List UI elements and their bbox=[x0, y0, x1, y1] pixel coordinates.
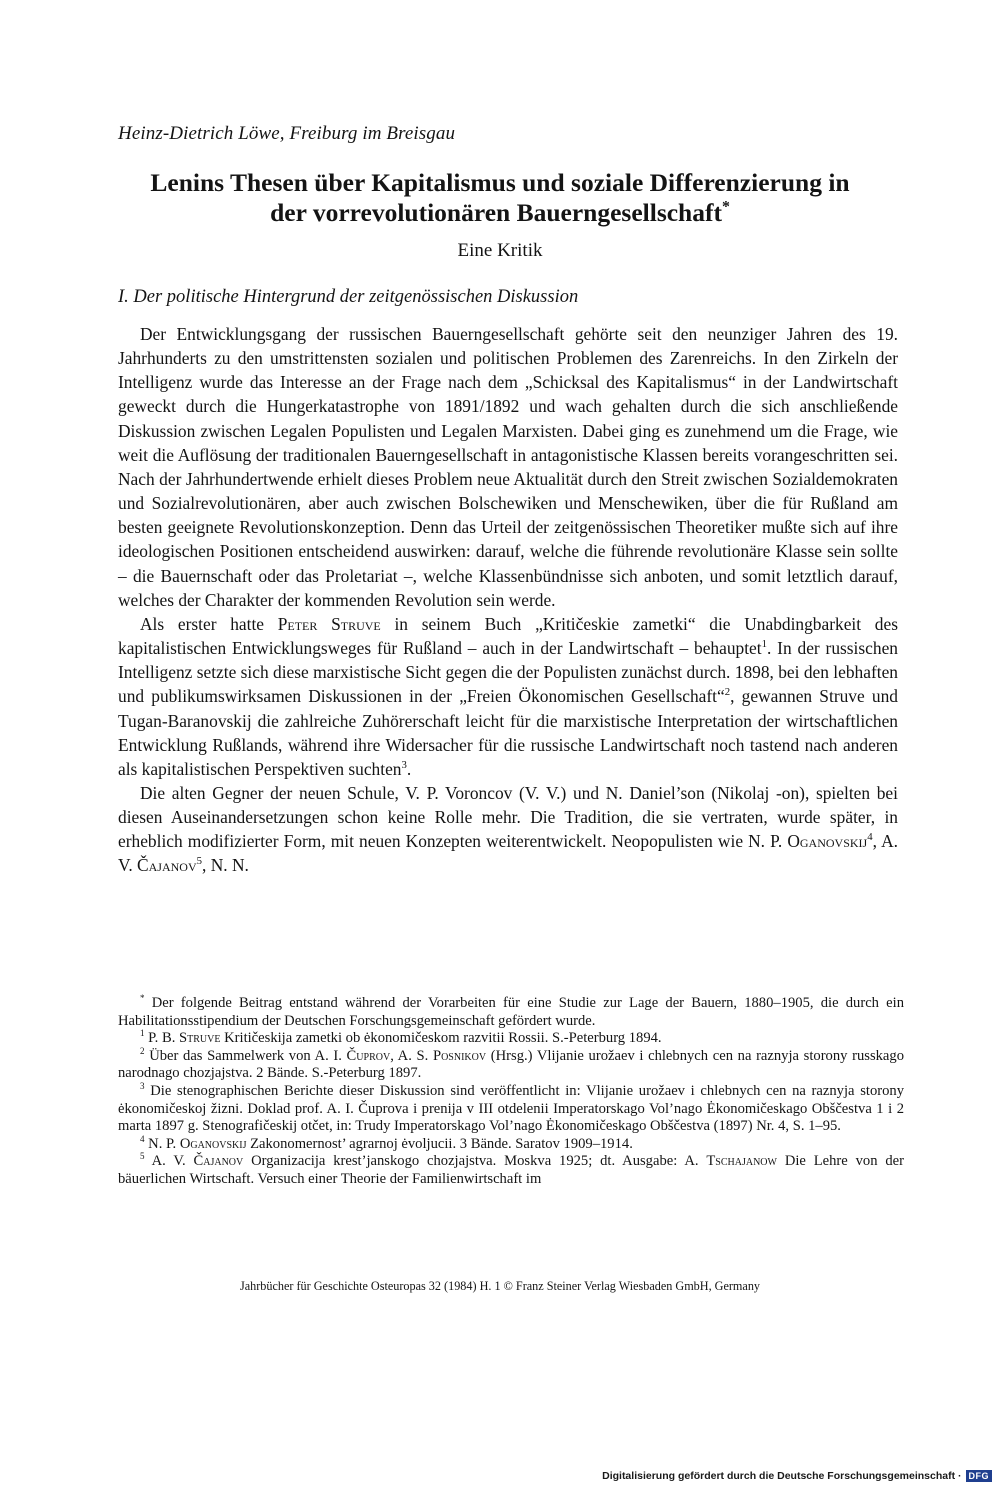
footnote-ref-1: 1 bbox=[761, 638, 767, 651]
footnote-author-name: Oganovskij bbox=[179, 1135, 247, 1152]
footnote-author-name: Posnikov bbox=[432, 1047, 487, 1064]
footnote-mark: 5 bbox=[140, 1151, 145, 1162]
footnote-ref-3: 3 bbox=[401, 759, 407, 772]
article-title bbox=[100, 168, 900, 228]
author-line: Heinz-Dietrich Löwe, Freiburg im Breisgau bbox=[118, 123, 456, 144]
footnote-text: Organizacija krest’janskogo chozjajstva. Moskva 1925; dt. Ausgabe: A. bbox=[243, 1153, 707, 1170]
article-subtitle: Eine Kritik bbox=[457, 240, 543, 261]
footnote-mark: 3 bbox=[140, 1081, 145, 1092]
footnote-ref-4: 4 bbox=[867, 831, 873, 844]
footnotes bbox=[118, 995, 904, 1189]
digitization-note: Digitalisierung gefördert durch die Deutsche Forschungsgemeinschaft · bbox=[602, 1470, 962, 1482]
paragraph-3-text: Die alten Gegner der neuen Schule, V. P. Voroncov (V. V.) und N. Daniel’son (Nikolaj -on), spielten bei diesen Auseinandersetzungen schon keine Rolle mehr. Die Tradition, die sie vertraten, wurde später, in erheblich modifizierter Form, mit neuen Konzepten weiterentwickelt. Neopopulisten wie N. P. bbox=[118, 782, 898, 852]
author-name-cajanov: Čajanov bbox=[137, 855, 197, 876]
paragraph-3-text: , N. N. bbox=[202, 855, 249, 876]
paragraph-3-text: , A. V. bbox=[118, 831, 898, 876]
footnote-mark: * bbox=[140, 993, 145, 1004]
footnote-3 bbox=[118, 1083, 904, 1136]
footnote-text: Kritičeskija zametki ob ėkonomičeskom razvitii Rossii. S.-Peterburg 1894. bbox=[220, 1030, 662, 1047]
author-name-struve: Peter Struve bbox=[277, 613, 381, 634]
paragraph-2-text: Als erster hatte bbox=[140, 613, 278, 634]
footnote-5 bbox=[118, 1153, 904, 1188]
paragraph-1: Der Entwicklungsgang der russischen Bauerngesellschaft gehörte seit den neunziger Jahren des 19. Jahrhunderts zu den umstrittensten sozialen und politischen Problemen des Zarenreichs. In den Zirkeln der Intelligenz wurde das Interesse an der Frage nach dem „Schicksal des Kapitalismus“ in der Landwirtschaft geweckt durch die Hungerkatastrophe von 1891/1892 und wach gehalten durch die sich anschließende Diskussion zwischen Legalen Populisten und Legalen Marxisten. Dabei ging es zunehmend um die Frage, wie weit die Auflösung der traditionalen Bauerngesellschaft in antagonistische Klassen bereits vorangeschritten sei. Nach der Jahrhundertwende erhielt dieses Problem neue Aktualität durch den Streit zwischen Sozialdemokraten und Sozialrevolutionären, aber auch zwischen Bolschewiken und Menschewiken, über die für Rußland am besten geeignete Revolutionskonzeption. Denn das Urteil der zeitgenössischen Theoretiker mußte sich auf ihre ideologischen Positionen entscheidend auswirken: darauf, welche die führende revolutionäre Klasse sein sollte – die Bauernschaft oder das Proletariat –, welche Klassenbündnisse sich anboten, und somit letztlich darauf, welches der Charakter der kommenden Revolution sein werde. bbox=[118, 324, 898, 610]
paragraph-2 bbox=[118, 612, 898, 781]
footnote-text: Die stenographischen Berichte dieser Diskussion sind veröffentlicht in: Vlijanie urožaev i chlebnych cen na raznyja storony ėkonomičeskoj žizni. Doklad prof. A. I. Čuprova i prenija v III otdelenii Imperatorskago Vol’nago Ėkonomičeskago Obščestva 1 i 2 marta 1897 g. Stenografičeskij otčet, in: Trudy Imperatorskago Vol’nago Ėkonomičeskago Obščestva (1897) Nr. 4, S. 1–95. bbox=[118, 1082, 904, 1135]
footnote-text: , A. S. bbox=[390, 1047, 433, 1064]
paragraph-2-text: in seinem Buch „Kritičeskie zametki“ die Unabdingbarkeit des kapitalistischen Entwicklungsweges für Rußland – auch in der Landwirtschaft – behauptet bbox=[118, 613, 898, 659]
footnote-star bbox=[118, 995, 904, 1030]
footnote-mark: 2 bbox=[140, 1045, 145, 1056]
footnote-text: A. V. bbox=[144, 1153, 194, 1170]
body-text bbox=[118, 322, 898, 878]
title-footnote-mark: * bbox=[721, 198, 730, 216]
digitization-banner bbox=[602, 1468, 992, 1484]
paragraph-2-text: . bbox=[406, 758, 412, 779]
footnote-text: Die Lehre von der bäuerlichen Wirtschaft. Versuch einer Theorie der Familienwirtschaft im bbox=[118, 1153, 904, 1187]
footnote-2 bbox=[118, 1045, 904, 1083]
footnote-text: Der folgende Beitrag entstand während der Vorarbeiten für eine Studie zur Lage der Bauern, 1880–1905, die durch ein Habilitationsstipendium der Deutschen Forschungsgemeinschaft gefördert wurde. bbox=[118, 995, 904, 1029]
footnote-1 bbox=[118, 1030, 904, 1048]
paragraph-2-text: . In der russischen Intelligenz setzte sich diese marxistische Sicht gegen die der Populisten zunächst durch. 1898, bei den lebhaften und publikumswirksamen Diskussionen in der „Freien Ökonomischen Gesellschaft“ bbox=[118, 638, 898, 707]
footnote-author-name: Čajanov bbox=[193, 1153, 244, 1170]
footnote-text: Zakonomernost’ agrarnoj ėvoljucii. 3 Bände. Saratov 1909–1914. bbox=[246, 1135, 633, 1152]
footnote-ref-2: 2 bbox=[724, 686, 731, 699]
paragraph-3 bbox=[118, 781, 898, 878]
paragraph-2-text: , gewannen Struve und Tugan-Baranovskij die zahlreiche Zuhörerschaft leicht für die marxistische Interpretation der wirtschaftlichen Entwicklung Rußlands, während ihre Widersacher für die russische Landwirtschaft noch tastend nach anderen als kapitalistischen Perspektiven suchten bbox=[118, 686, 898, 779]
footnote-mark: 4 bbox=[140, 1133, 145, 1144]
title-line-1: Lenins Thesen über Kapitalismus und soziale Differenzierung in bbox=[150, 168, 850, 197]
footnote-author-name: Čuprov bbox=[346, 1047, 391, 1064]
dfg-logo-icon: DFG bbox=[966, 1470, 993, 1482]
journal-footer: Jahrbücher für Geschichte Osteuropas 32 (1984) H. 1 © Franz Steiner Verlag Wiesbaden GmbH, Germany bbox=[239, 1279, 761, 1293]
footnote-mark: 1 bbox=[140, 1028, 145, 1039]
footnote-author-name: Struve bbox=[179, 1030, 221, 1047]
footnote-text: Über das Sammelwerk von A. I. bbox=[144, 1047, 347, 1064]
author-name-oganovskij: Oganovskij bbox=[787, 831, 868, 852]
footnote-text: P. B. bbox=[144, 1030, 180, 1047]
footnote-author-name: Tschajanow bbox=[706, 1153, 777, 1170]
footnote-ref-5: 5 bbox=[196, 855, 203, 868]
title-line-2: der vorrevolutionären Bauerngesellschaft bbox=[270, 198, 722, 227]
footnote-4 bbox=[118, 1133, 904, 1154]
footnote-text: (Hrsg.) Vlijanie urožaev i chlebnych cen na raznyja storony russkago narodnago chozjajstva. 2 Bände. S.-Peterburg 1897. bbox=[118, 1047, 904, 1082]
footnote-text: N. P. bbox=[144, 1135, 180, 1152]
section-heading: I. Der politische Hintergrund der zeitgenössischen Diskussion bbox=[118, 287, 579, 307]
